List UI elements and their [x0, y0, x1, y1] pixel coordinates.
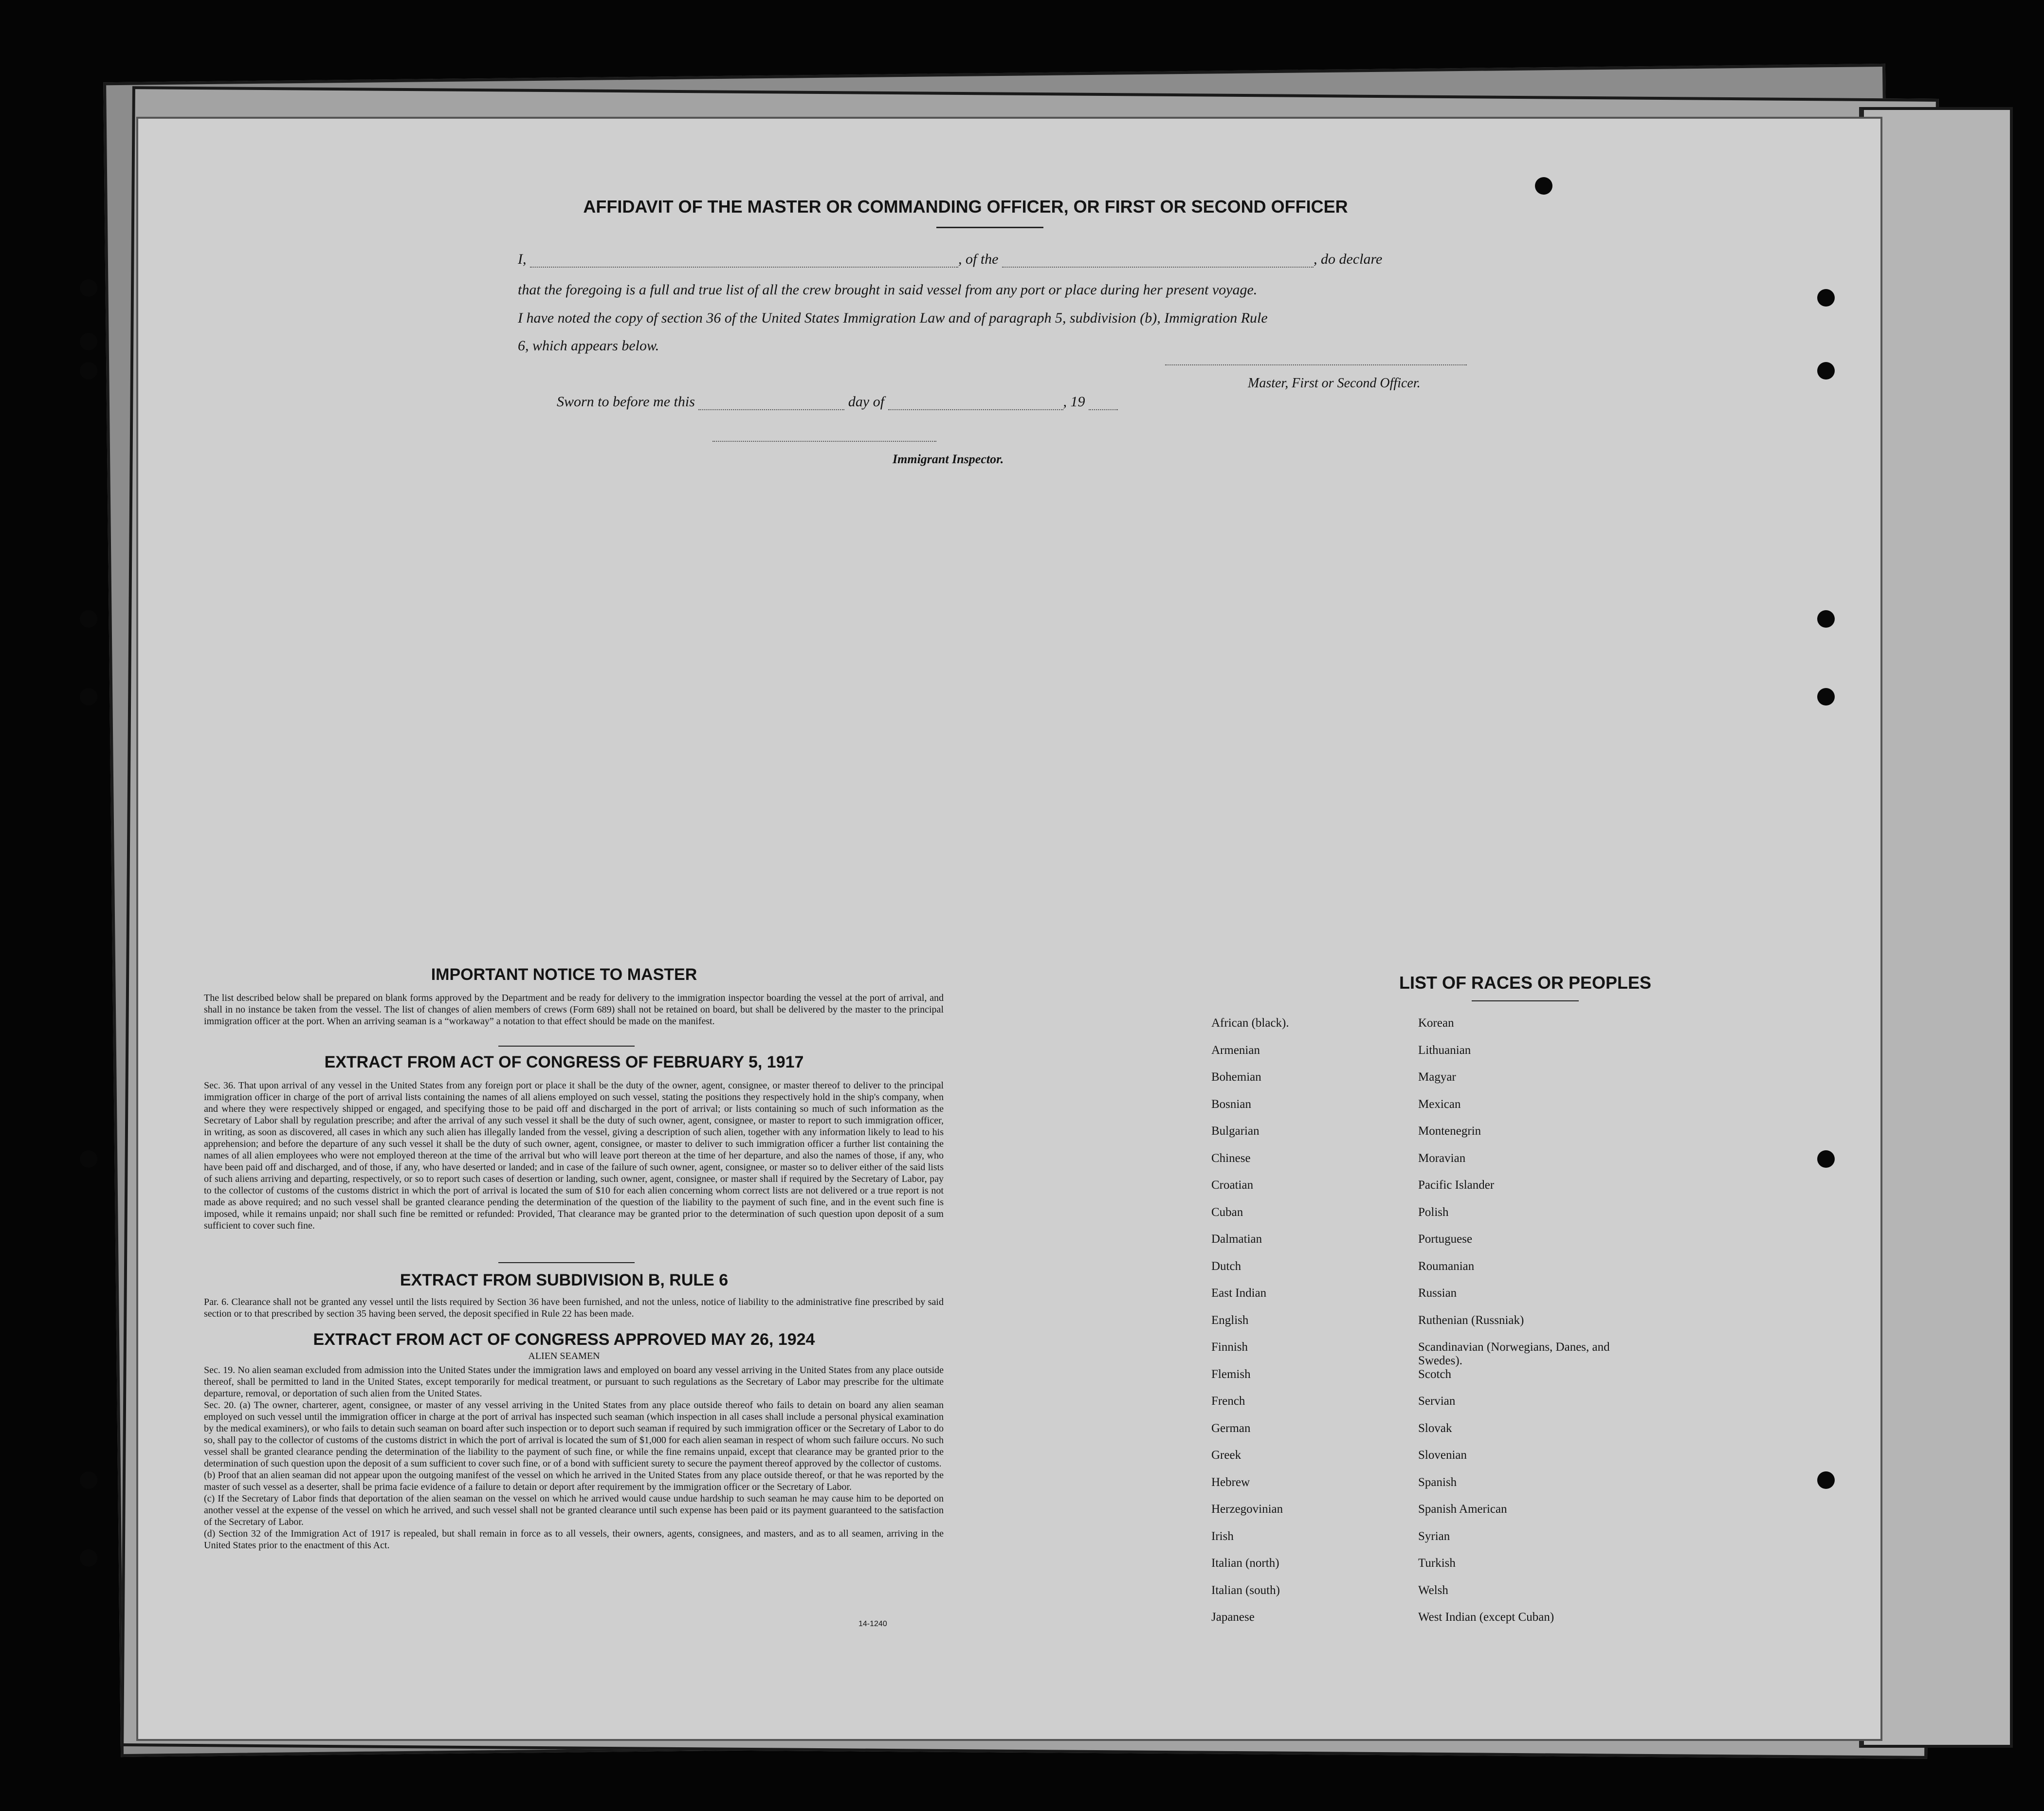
race-item: Welsh	[1418, 1583, 1448, 1597]
extract-rule6-body: Par. 6. Clearance shall not be granted any vessel until the lists required by Section 36 have been furnished, and not the unless, notice of liability to the administrative fine prescribed by said section or to that prescribed by section 35 having been served, the deposit specified in Rule 22 has been made.	[204, 1297, 944, 1319]
punch-hole	[80, 362, 97, 380]
title-rule	[936, 227, 1043, 228]
punch-hole	[1817, 688, 1835, 706]
section-20a: Sec. 20. (a) The owner, charterer, agent, consignee, or master of any vessel arriving in the United States from any place outside thereof who fails to detain on board any alien seaman employed on such vessel until the immigration officer in charge at the port of arrival has inspected such seaman (which inspection in all cases shall include a personal physical examination by the medical examiners), or who fails to detain such seaman on board after such inspection or to deport such seaman if required by such immigration officer or the Secretary of Labor to do so, shall pay to the collector of customs of the customs district in which the port of arrival is located the sum of $1,000 for each alien seaman in respect of whom such failure occurs. No such vessel shall be granted clearance pending the determination of the liability to the payment of such fine, or while the fine remains unpaid, except that clearance may be granted prior to the determination of such question upon the deposit of a sum sufficient to cover such fine, or of a bond with sufficient surety to secure the payment thereof approved by the collector of customs.	[204, 1400, 944, 1469]
bleed-through	[167, 489, 1725, 1024]
race-item: Slovak	[1418, 1421, 1452, 1435]
race-item: East Indian	[1211, 1286, 1267, 1300]
year-blank	[1089, 409, 1118, 410]
document-page	[136, 117, 1882, 1741]
affidavit-of-the: , of the	[958, 251, 999, 267]
punch-hole	[80, 688, 97, 706]
race-item: Bulgarian	[1211, 1124, 1259, 1138]
race-item: Bosnian	[1211, 1097, 1251, 1111]
extract-rule6-title: EXTRACT FROM SUBDIVISION B, RULE 6	[400, 1271, 729, 1289]
race-item: Lithuanian	[1418, 1043, 1471, 1057]
affidavit-line-3: I have noted the copy of section 36 of the United States Immigration Law and of paragraph 5, subdivision (b), Immigration Rule	[518, 310, 1268, 326]
race-item: Bohemian	[1211, 1070, 1261, 1084]
day-blank	[698, 409, 844, 410]
section-19: Sec. 19. No alien seaman excluded from admission into the United States under the immigration laws and employed on board any vessel arriving in the United States from any place outside thereof, shall be permitted to land in the United States, except temporarily for medical treatment, or pursuant to such regulations as the Secretary of Labor may prescribe for the ultimate departure, removal, or deportation of such alien from the United States.	[204, 1365, 944, 1399]
punch-hole	[80, 1150, 97, 1168]
race-item: West Indian (except Cuban)	[1418, 1611, 1554, 1624]
race-item: Hebrew	[1211, 1475, 1250, 1489]
race-item: Portuguese	[1418, 1232, 1473, 1246]
section-rule	[498, 1262, 635, 1263]
punch-hole	[80, 1549, 97, 1567]
punch-hole	[1535, 177, 1552, 195]
race-item: Mexican	[1418, 1097, 1461, 1111]
day-of-text: day of	[848, 394, 885, 410]
race-item: Montenegrin	[1418, 1124, 1481, 1138]
section-20d: (d) Section 32 of the Immigration Act of 1917 is repealed, but shall remain in force as to all vessels, their owners, agents, consignees, and masters, and as to all seamen, arriving in the United States prior to the enactment of this Act.	[204, 1528, 944, 1551]
race-item: Spanish	[1418, 1475, 1457, 1489]
race-item: Flemish	[1211, 1367, 1251, 1381]
race-item: Armenian	[1211, 1043, 1260, 1057]
race-item: Moravian	[1418, 1151, 1466, 1165]
race-item: French	[1211, 1394, 1245, 1408]
affidavit-title: AFFIDAVIT OF THE MASTER OR COMMANDING OFFICER, OR FIRST OR SECOND OFFICER	[583, 197, 1348, 217]
race-item: Turkish	[1418, 1557, 1456, 1570]
vessel-blank	[1002, 267, 1314, 268]
year-text: , 19	[1063, 394, 1085, 410]
affidavit-line-4: 6, which appears below.	[518, 338, 659, 354]
race-item: Irish	[1211, 1529, 1234, 1543]
race-item: Croatian	[1211, 1178, 1254, 1192]
race-item: Ruthenian (Russniak)	[1418, 1313, 1524, 1327]
extract-1924-subtitle: ALIEN SEAMEN	[528, 1351, 600, 1361]
notice-body: The list described below shall be prepared on blank forms approved by the Department and be ready for delivery to the immigration inspector boarding the vessel at the port of arrival, and shall in no instance be taken from the vessel. The list of changes of alien members of crews (Form 689) shall not be retained on board, but shall be delivered by the master to the principal immigration officer at the port. When an arriving seaman is a “workaway” a notation to that effect should be made on the manifest.	[204, 993, 944, 1027]
inspector-label: Immigrant Inspector.	[893, 452, 1004, 466]
month-blank	[888, 409, 1063, 410]
race-item: Spanish American	[1418, 1503, 1507, 1516]
punch-hole	[1817, 362, 1835, 380]
race-item: Pacific Islander	[1418, 1178, 1495, 1192]
notice-title: IMPORTANT NOTICE TO MASTER	[431, 965, 697, 984]
race-item: Dutch	[1211, 1259, 1241, 1273]
punch-hole	[80, 610, 97, 628]
extract-1924-title: EXTRACT FROM ACT OF CONGRESS APPROVED MAY 26, 1924	[313, 1330, 815, 1349]
race-item: Roumanian	[1418, 1259, 1475, 1273]
race-item: Korean	[1418, 1016, 1454, 1030]
affidavit-i: I,	[518, 251, 527, 267]
extract-1917-body: Sec. 36. That upon arrival of any vessel in the United States from any foreign port or place it shall be the duty of the owner, agent, consignee, or master thereof to deliver to the principal immigration officer in charge of the port of arrival lists containing the names of all aliens employed on such vessel, stating the positions they respectively hold in the ship's company, when and where they were respectively shipped or engaged, and specifying those to be paid off and discharged in the port of arrival; or lists containing so much of such information as the Secretary of Labor shall by regulation prescribe; and after the arrival of any such vessel it shall be the duty of such owner, agent, consignee, or master to report to such immigration officer, in writing, as soon as discovered, all cases in which any such alien has illegally landed from the vessel, giving a description of such alien, together with any information likely to lead to his apprehension; and before the departure of any such vessel it shall be the duty of such owner, agent, consignee, or master to deliver to such immigration officer a further list containing the names of all alien employees who were not employed thereon at the time of the arrival but who will leave port thereon at the time of her departure, and also the names of those, if any, who have been paid off and discharged, and of those, if any, who have deserted or landed; and in case of the failure of such owner, agent, consignee, or master so to deliver either of the said lists of such aliens arriving and departing, respectively, or so to report such cases of desertion or landing, such owner, agent, consignee, or master shall if required by the Secretary of Labor, pay to the collector of customs of the customs district in which the port of arrival is located the sum of $10 for each alien concerning whom correct lists are not delivered or a true report is not made as above required; and no such vessel shall be granted clearance pending the determination of the question of the liability to the payment of such fine, and in the event such fine is imposed, while it remains unpaid; nor shall such fine be remitted or refunded: Provided, That clearance may be granted prior to the determination of such question upon deposit of a sum sufficient to cover such fine.	[204, 1080, 944, 1231]
punch-hole	[80, 279, 97, 297]
race-item: Magyar	[1418, 1070, 1456, 1084]
race-item: Slovenian	[1418, 1449, 1467, 1462]
race-item: Herzegovinian	[1211, 1503, 1283, 1516]
punch-hole	[1817, 1471, 1835, 1489]
section-rule	[498, 1046, 635, 1047]
race-item: Italian (south)	[1211, 1583, 1280, 1597]
form-number: 14-1240	[858, 1620, 887, 1628]
race-item: Syrian	[1418, 1529, 1450, 1543]
race-item: Cuban	[1211, 1205, 1243, 1219]
race-item: German	[1211, 1421, 1251, 1435]
race-item: Italian (north)	[1211, 1557, 1279, 1570]
race-item: Russian	[1418, 1286, 1457, 1300]
race-item: Japanese	[1211, 1611, 1255, 1624]
race-item: Scotch	[1418, 1367, 1452, 1381]
sworn-line	[557, 394, 1335, 410]
races-rule	[1472, 1000, 1579, 1001]
races-title: LIST OF RACES OR PEOPLES	[1399, 973, 1652, 993]
race-item: Scandinavian (Norwegians, Danes, and Swedes).	[1418, 1340, 1610, 1367]
race-item: Polish	[1418, 1205, 1449, 1219]
punch-hole	[1817, 1150, 1835, 1168]
affidavit-line-2: that the foregoing is a full and true list of all the crew brought in said vessel from any port or place during her present voyage.	[518, 282, 1258, 298]
signature-blank	[1165, 364, 1467, 365]
race-item: Greek	[1211, 1449, 1241, 1462]
sworn-text: Sworn to before me this	[557, 394, 695, 410]
section-20b: (b) Proof that an alien seaman did not appear upon the outgoing manifest of the vessel on which he arrived in the United States from any place outside thereof, or that he was reported by the master of such vessel as a deserter, shall be prima facie evidence of a failure to detain or deport after requirement by the immigration officer or the Secretary of Labor.	[204, 1470, 944, 1492]
inspector-blank	[712, 441, 936, 442]
race-item: Servian	[1418, 1394, 1456, 1408]
punch-hole	[80, 1471, 97, 1489]
punch-hole	[80, 333, 97, 350]
affidavit-line-1	[518, 251, 1618, 268]
extract-1917-title: EXTRACT FROM ACT OF CONGRESS OF FEBRUARY 5, 1917	[324, 1053, 804, 1071]
affidavit-declare: , do declare	[1314, 251, 1383, 267]
race-item: English	[1211, 1313, 1249, 1327]
name-blank	[530, 267, 958, 268]
punch-hole	[1817, 610, 1835, 628]
race-item: Dalmatian	[1211, 1232, 1262, 1246]
race-item: African (black).	[1211, 1016, 1289, 1030]
signature-label: Master, First or Second Officer.	[1248, 376, 1421, 391]
extract-1924-body	[204, 1364, 944, 1551]
section-20c: (c) If the Secretary of Labor finds that deportation of the alien seaman on the vessel on which he arrived would cause undue hardship to such seaman he may cause him to be deported on another vessel at the expense of the vessel on which he arrived, and such vessel shall not be granted clearance until such expense has been paid or its payment guaranteed to the satisfaction of the Secretary of Labor.	[204, 1493, 944, 1527]
race-item: Chinese	[1211, 1151, 1251, 1165]
punch-hole	[1817, 289, 1835, 307]
race-item: Finnish	[1211, 1340, 1248, 1354]
